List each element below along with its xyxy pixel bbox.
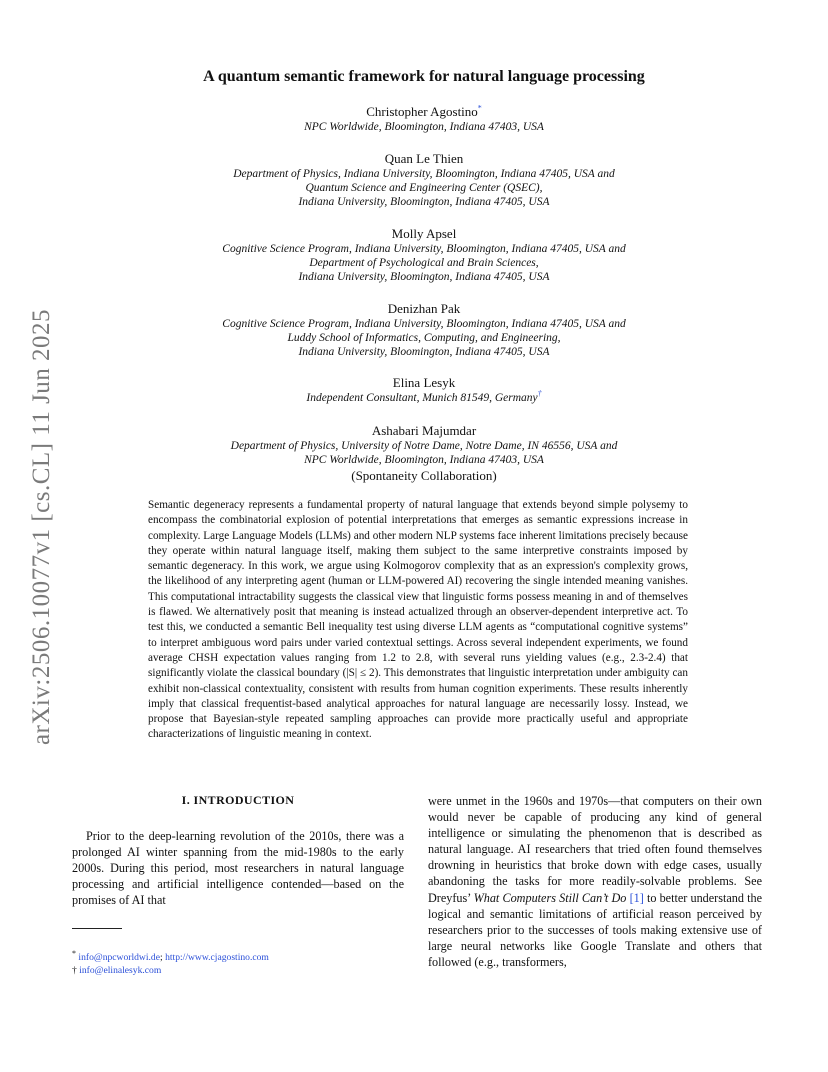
author-affiliation: NPC Worldwide, Bloomington, Indiana 47403, USA [304, 454, 544, 466]
collaboration-name: (Spontaneity Collaboration) [351, 468, 497, 483]
author-block [90, 151, 758, 209]
book-title: What Computers Still Can’t Do [473, 890, 627, 905]
author-affiliation: Luddy School of Informatics, Computing, and Engineering, [287, 332, 561, 344]
abstract: Semantic degeneracy represents a fundamental property of natural language that extends beyond simple polysemy to encompass the combinatorial explosion of potential interpretations that emerges as semantic expressions increase in complexity. Large Language Models (LLMs) and other modern NLP systems face inherent limitations precisely because they operate within natural language itself, making them subject to the same interpretive constraints imposed by semantic degeneracy. In this work, we argue using Kolmogorov complexity that as an expression's complexity grows, the likelihood of any interpreting agent (human or LLM-powered AI) recovering the single intended meaning vanishes. This computational intractability suggests the classical view that linguistic forms possess meaning in and of themselves is flawed. We alternatively posit that meaning is instead actualized through an observer-dependent interpretive act. To test this, we conducted a semantic Bell inequality test using diverse LLM agents as “computational cognitive systems” to interpret ambiguous word pairs under varied contextual settings. Across several independent experiments, we found average CHSH expectation values ranging from 1.2 to 2.8, with several runs yielding values (e.g., 2.3-2.4) that significantly violate the classical boundary (|S| ≤ 2). This demonstrates that linguistic interpretation under ambiguity can exhibit non-classical contextuality, consistent with results from human cognition experiments. These results inherently imply that classical frequentist-based analytical approaches for natural language are necessarily lossy. Instead, we propose that Bayesian-style repeated sampling approaches can provide more practically useful and appropriate characterizations of linguistic meaning in context. [148, 499, 688, 741]
citation-link[interactable]: [1] [629, 890, 644, 905]
author-block [90, 226, 758, 284]
author-block [90, 375, 758, 405]
author-block [90, 423, 758, 484]
author-name: Elina Lesyk [392, 375, 456, 390]
author-affiliation: Indiana University, Bloomington, Indiana 47405, USA [298, 271, 550, 283]
email-link[interactable]: info@npcworldwi.de [78, 952, 160, 963]
section-heading: I. INTRODUCTION [181, 793, 295, 807]
intro-paragraph: Prior to the deep-learning revolution of the 2010s, there was a prolonged AI winter spanning from the mid-1980s to the early 2000s. During this period, most researchers in natural language processing and artificial intelligence contended—based on the promises of AI that [72, 829, 404, 908]
author-block [90, 104, 758, 134]
author-affiliation: Department of Physics, Indiana University, Bloomington, Indiana 47405, USA and [233, 168, 615, 180]
footnote-2: † info@elinalesyk.com [72, 965, 162, 976]
footnote-mark[interactable]: † [537, 389, 542, 399]
email-link[interactable]: info@elinalesyk.com [79, 965, 162, 976]
author-affiliation: Indiana University, Bloomington, Indiana 47405, USA [298, 196, 550, 208]
footnote-mark[interactable]: * [477, 103, 482, 113]
footnotes [72, 948, 412, 977]
author-name: Denizhan Pak [387, 301, 461, 316]
website-link[interactable]: http://www.cjagostino.com [165, 952, 269, 963]
author-name: Christopher Agostino* [366, 103, 482, 119]
footnote-rule [72, 928, 122, 929]
author-affiliation: Quantum Science and Engineering Center (QSEC), [305, 182, 543, 194]
footnote-1: * info@npcworldwi.de; http://www.cjagostino.com [72, 948, 269, 963]
author-affiliation: Cognitive Science Program, Indiana University, Bloomington, Indiana 47405, USA and [222, 243, 626, 255]
author-name: Molly Apsel [391, 226, 457, 241]
author-affiliation: Independent Consultant, Munich 81549, Germany† [306, 389, 542, 404]
author-block [90, 301, 758, 359]
arxiv-stamp: arXiv:2506.10077v1 [cs.CL] 11 Jun 2025 [28, 308, 55, 746]
author-affiliation: Indiana University, Bloomington, Indiana 47405, USA [298, 346, 550, 358]
author-name: Quan Le Thien [384, 151, 464, 166]
author-name: Ashabari Majumdar [371, 423, 477, 438]
author-affiliation: Department of Psychological and Brain Sciences, [309, 257, 539, 269]
paper-title: A quantum semantic framework for natural language processing [203, 68, 645, 85]
author-affiliation: Department of Physics, University of Notre Dame, Notre Dame, IN 46556, USA and [230, 440, 618, 452]
author-affiliation: NPC Worldwide, Bloomington, Indiana 47403, USA [304, 121, 544, 133]
right-column-text: were unmet in the 1960s and 1970s—that computers on their own would never be capable of producing any kind of general intelligence or simulating the phenomenon that is described as natural language. AI researchers that tried often found themselves drowning in heuristics that broke down with edge cases, usually abandoning the tasks for more readily-solvable problems. See Dreyfus’ What Computers Still Can’t Do [1] to better understand the logical and semantic limitations of artificial reason perceived by researchers prior to the successes of tools making extensive use of large neural networks like Google Translate and others that followed (e.g., transformers, [428, 794, 763, 969]
author-affiliation: Cognitive Science Program, Indiana University, Bloomington, Indiana 47405, USA and [222, 318, 626, 330]
